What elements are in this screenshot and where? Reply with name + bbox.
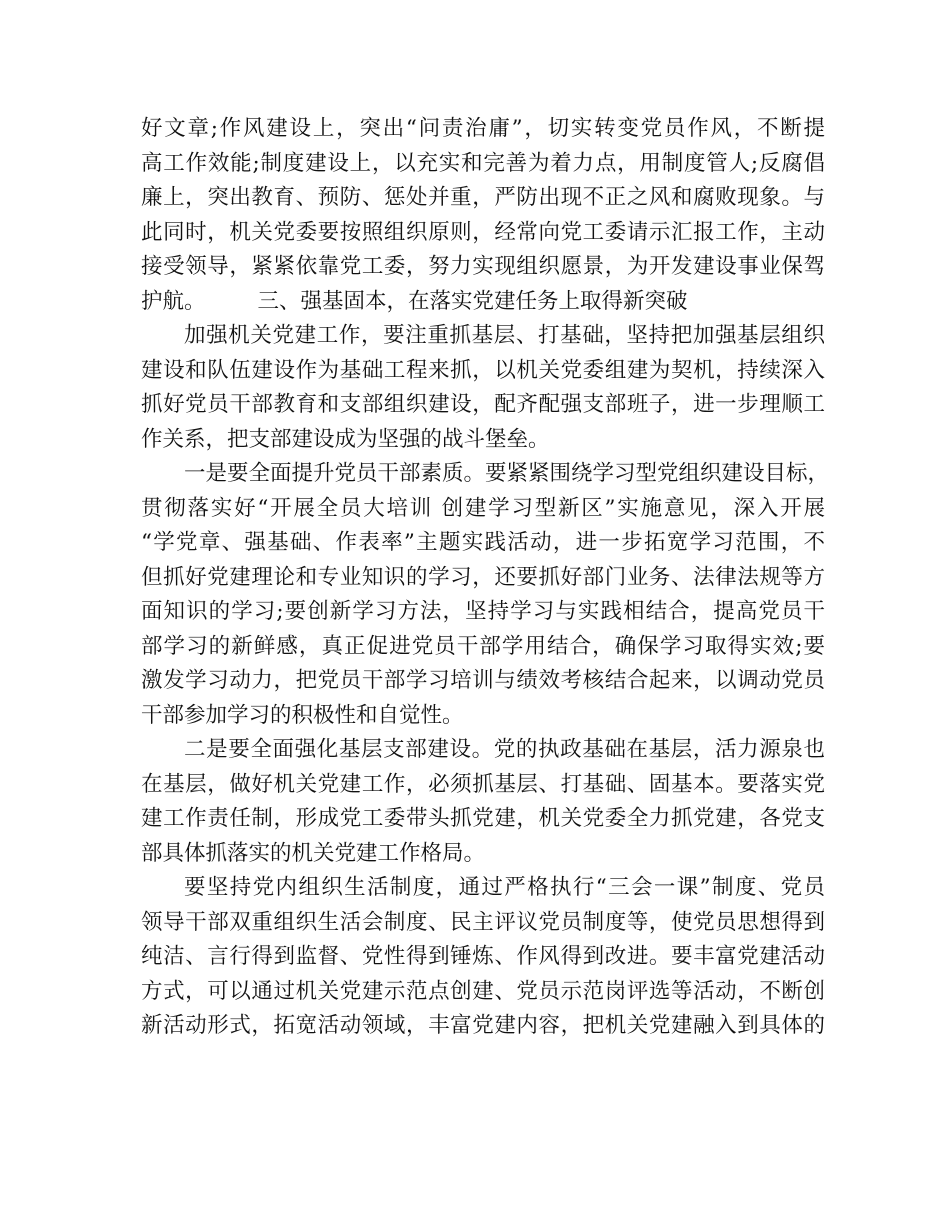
text-line: 要坚持党内组织生活制度，通过严格执行“三会一课”制度、党员 (184, 875, 825, 900)
text-line: 激发学习动力，把党员干部学习培训与绩效考核结合起来，以调动党员 (141, 668, 825, 693)
text-line: 在基层，做好机关党建工作，必须抓基层、打基础、固基本。要落实党 (141, 771, 825, 797)
text-line: 好文章;作风建设上，突出“问责治庸”，切实转变党员作风，不断提 (141, 116, 825, 141)
paragraph-1 (141, 112, 825, 319)
paragraph-4 (141, 733, 825, 871)
text-line: 部具体抓落实的机关党建工作格局。 (141, 840, 486, 866)
text-line: 领导干部双重组织生活会制度、民主评议党员制度等，使党员思想得到 (141, 909, 825, 935)
text-line: 此同时，机关党委要按照组织原则，经常向党工委请示汇报工作，主动 (141, 219, 825, 245)
text-line: 方式，可以通过机关党建示范点创建、党员示范岗评选等活动，不断创 (141, 978, 825, 1004)
text-line: 接受领导，紧紧依靠党工委，努力实现组织愿景，为开发建设事业保驾 (141, 254, 825, 279)
text-line: 建工作责任制，形成党工委带头抓党建，机关党委全力抓党建，各党支 (141, 806, 825, 831)
paragraph-3 (141, 457, 830, 733)
text-line (141, 285, 825, 320)
text-line: 高工作效能;制度建设上，以充实和完善为着力点，用制度管人;反腐倡 (141, 150, 825, 176)
text-line: 贯彻落实好“开展全员大培训 创建学习型新区”实施意见，深入开展 (141, 495, 825, 521)
paragraph-2 (141, 319, 825, 457)
text-line: 干部参加学习的积极性和自觉性。 (141, 702, 464, 728)
text-line: 但抓好党建理论和专业知识的学习，还要抓好部门业务、法律法规等方 (141, 564, 825, 590)
text-line: 抓好党员干部教育和支部组织建设，配齐配强支部班子，进一步理顺工 (141, 392, 825, 417)
text-line: 廉上，突出教育、预防、惩处并重，严防出现不正之风和腐败现象。与 (141, 185, 825, 210)
paragraph-5 (141, 871, 825, 1044)
text-line: 作关系，把支部建设成为坚强的战斗堡垒。 (141, 426, 550, 452)
text-line: 部学习的新鲜感，真正促进党员干部学用结合，确保学习取得实效;要 (141, 633, 825, 659)
text-line: 纯洁、言行得到监督、党性得到锤炼、作风得到改进。要丰富党建活动 (141, 944, 825, 969)
document-body (141, 112, 830, 1044)
section-heading: 三、强基固本，在落实党建任务上取得新突破 (257, 288, 688, 314)
text-line: 一是要全面提升党员干部素质。要紧紧围绕学习型党组织建设目标， (184, 461, 830, 486)
text-line: “学党章、强基础、作表率”主题实践活动，进一步拓宽学习范围，不 (141, 530, 825, 555)
text-line: 建设和队伍建设作为基础工程来抓，以机关党委组建为契机，持续深入 (141, 357, 825, 383)
text-line: 新活动形式，拓宽活动领域，丰富党建内容，把机关党建融入到具体的 (141, 1013, 825, 1038)
text-line: 面知识的学习;要创新学习方法，坚持学习与实践相结合，提高党员干 (141, 599, 825, 624)
text-line: 二是要全面强化基层支部建设。党的执政基础在基层，活力源泉也 (184, 737, 825, 762)
paragraph-tail: 护航。 (141, 288, 206, 314)
text-line: 加强机关党建工作，要注重抓基层、打基础，坚持把加强基层组织 (184, 323, 825, 348)
